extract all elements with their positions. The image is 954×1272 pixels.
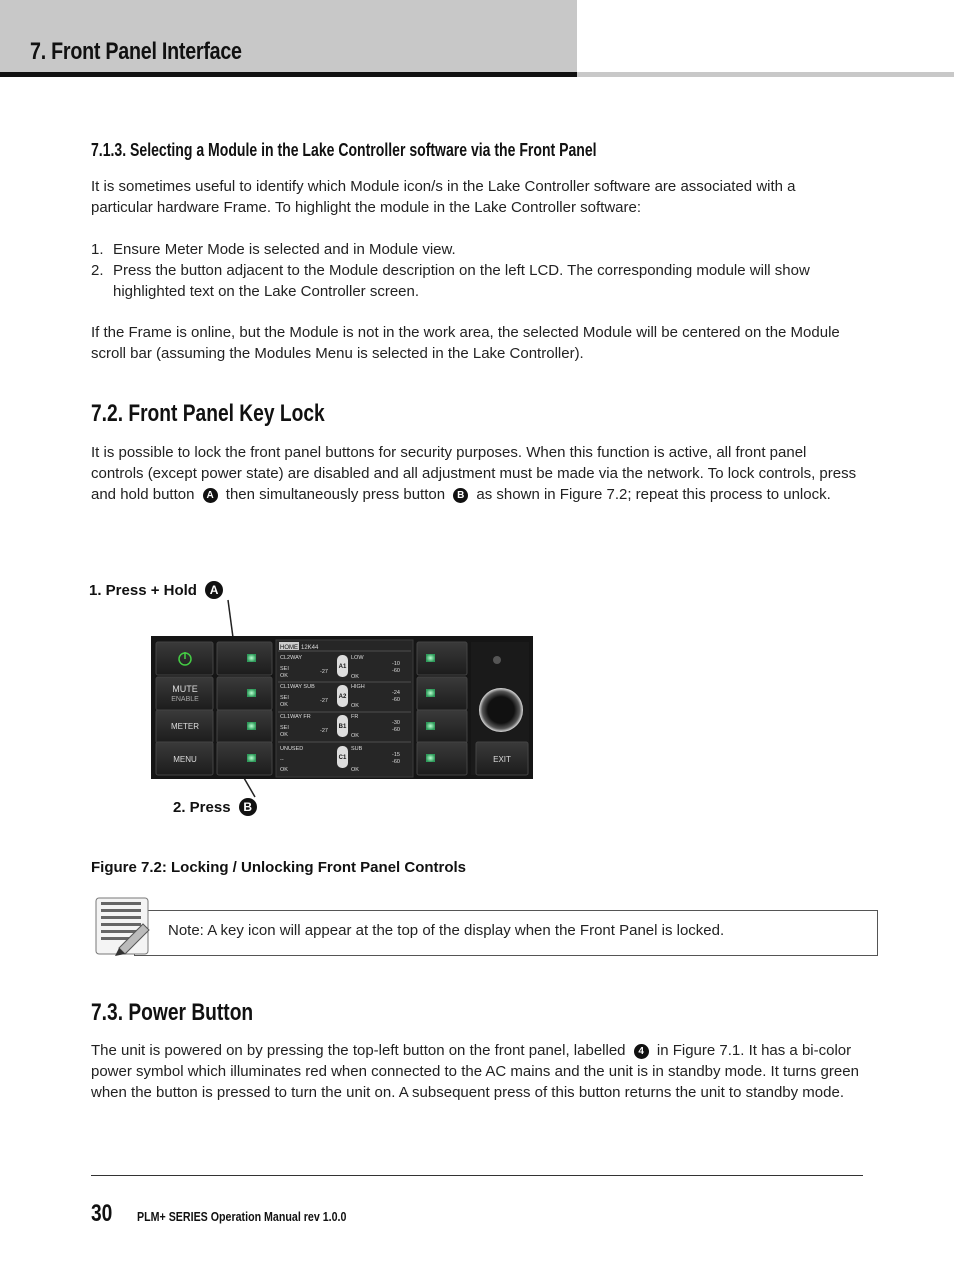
- module-val: -27: [320, 728, 328, 734]
- module-r1: -15: [392, 752, 400, 758]
- led-1: [247, 654, 256, 662]
- section-73-heading: 7.3. Power Button: [91, 999, 254, 1026]
- module-ok: OK: [280, 702, 288, 708]
- callout-text: 1. Press + Hold: [89, 582, 197, 599]
- module-button-column: [217, 642, 272, 775]
- para-text: The unit is powered on by pressing the top-left button on the front panel, labelled: [91, 1042, 626, 1059]
- footer-doc-title: PLM+ SERIES Operation Manual rev 1.0.0: [137, 1209, 347, 1224]
- channel-label: C1: [338, 755, 347, 761]
- chapter-title: 7. Front Panel Interface: [30, 38, 242, 65]
- module-band: FR: [351, 714, 359, 720]
- module-r2: -60: [392, 759, 400, 765]
- led-4: [247, 754, 256, 762]
- module-r1: -30: [392, 720, 400, 726]
- menu-label: MENU: [173, 755, 197, 764]
- badge-b-icon: B: [239, 798, 257, 816]
- channel-label: A1: [338, 664, 347, 670]
- module-ok2: OK: [351, 703, 359, 709]
- module-band: HIGH: [351, 684, 365, 690]
- module-button-1: [217, 642, 272, 675]
- module-name: CL1WAY FR: [280, 714, 311, 720]
- module-r2: -60: [392, 727, 400, 733]
- rotary-knob: [479, 688, 523, 732]
- led-3: [247, 722, 256, 730]
- step-number: 1.: [91, 241, 104, 258]
- module-button-4: [217, 742, 272, 775]
- note-text: Note: A key icon will appear at the top of the display when the Front Panel is locked.: [168, 922, 725, 939]
- module-val: -27: [320, 669, 328, 675]
- meter-label: METER: [171, 722, 199, 731]
- module-val: -27: [320, 698, 328, 704]
- para-text: in Figure 7.1. It has a bi-color power symbol which illuminates red when connected to the AC mains and the unit is in standby mode. It turns green when the button is pressed to turn the unit on. A subsequent press of this button returns the unit to standby mode.: [91, 1042, 859, 1101]
- badge-a-icon: A: [205, 581, 223, 599]
- module-button-2: [217, 677, 272, 710]
- led-2: [247, 689, 256, 697]
- mute-label: MUTE: [172, 684, 198, 694]
- section-72-heading: 7.2. Front Panel Key Lock: [91, 400, 325, 427]
- badge-a-icon: A: [203, 488, 218, 503]
- badge-4-icon: 4: [634, 1044, 649, 1059]
- module-r2: -60: [392, 668, 400, 674]
- channel-label: A2: [338, 694, 347, 700]
- module-button-3: [217, 710, 272, 743]
- module-ok2: OK: [351, 733, 359, 739]
- module-ok: OK: [280, 673, 288, 679]
- exit-label: EXIT: [493, 755, 511, 764]
- para-text: then simultaneously press button: [225, 486, 446, 503]
- para-text: It is possible to lock the front panel buttons for security purposes. When this function is active, all front panel controls (except power state) are disabled and all adjustment must be made via the network. To lock controls, press and hold button: [91, 444, 857, 503]
- module-sub: --: [280, 757, 284, 763]
- section-713-intro: It is sometimes useful to identify which Module icon/s in the Lake Controller software are associated with a particular hardware Frame. To highlight the module in the Lake Controller software:: [91, 178, 796, 216]
- section-713-heading: 7.1.3. Selecting a Module in the Lake Controller software via the Front Panel: [91, 140, 597, 160]
- module-name: CL2WAY: [280, 655, 303, 661]
- callout-text: 2. Press: [173, 799, 231, 816]
- right-button-column: [417, 642, 467, 775]
- badge-b-icon: B: [453, 488, 468, 503]
- step-number: 2.: [91, 262, 104, 279]
- module-ok2: OK: [351, 767, 359, 773]
- enable-label: ENABLE: [171, 696, 199, 703]
- module-r1: -10: [392, 661, 400, 667]
- lcd-home-text: HOME: [280, 645, 298, 651]
- module-r2: -60: [392, 697, 400, 703]
- section-73-paragraph: [91, 1040, 861, 1103]
- module-name: CL1WAY SUB: [280, 684, 315, 690]
- section-713-outro: If the Frame is online, but the Module is not in the work area, the selected Module will be centered on the Module scroll bar (assuming the Modules Menu is selected in the Lake Controller).: [91, 324, 840, 362]
- page-number: 30: [91, 1200, 113, 1227]
- lcd-model-text: 12K44: [301, 645, 319, 651]
- module-sub: SEI: [280, 695, 289, 701]
- status-led: [493, 656, 501, 664]
- module-ok: OK: [280, 732, 288, 738]
- step-text: Press the button adjacent to the Module description on the left LCD. The corresponding module will show highlighted text on the Lake Controller screen.: [113, 262, 810, 300]
- note-pad-icon: [95, 896, 153, 956]
- module-ok2: OK: [351, 674, 359, 680]
- footer-rule: [91, 1175, 863, 1176]
- channel-label: B1: [338, 724, 347, 730]
- module-band: SUB: [351, 746, 363, 752]
- figure-caption: Figure 7.2: Locking / Unlocking Front Panel Controls: [91, 859, 467, 876]
- step-text: Ensure Meter Mode is selected and in Module view.: [113, 241, 456, 258]
- module-band: LOW: [351, 655, 364, 661]
- module-ok: OK: [280, 767, 288, 773]
- module-r1: -24: [392, 690, 400, 696]
- module-sub: SEI: [280, 666, 289, 672]
- para-text: as shown in Figure 7.2; repeat this process to unlock.: [476, 486, 831, 503]
- module-sub: SEI: [280, 725, 289, 731]
- module-name: UNUSED: [280, 746, 304, 752]
